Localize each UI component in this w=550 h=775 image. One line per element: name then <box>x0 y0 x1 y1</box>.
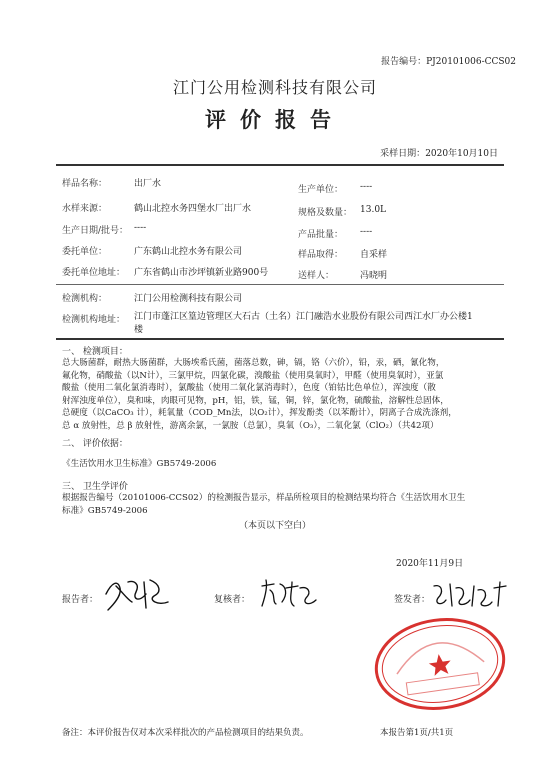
sample-name-value: 出厂水 <box>134 179 162 189</box>
reviewer-signature <box>258 576 320 612</box>
client-value: 广东鹤山北控水务有限公司 <box>134 247 243 257</box>
batch-value: ---- <box>134 223 147 233</box>
reviewer-label: 复核者： <box>214 595 251 605</box>
top-divider <box>56 164 504 166</box>
blank-note: （本页以下空白） <box>238 521 311 531</box>
company-name: 江门公用检测科技有限公司 <box>172 78 377 97</box>
page-title: 评价报告 <box>205 108 345 132</box>
sampling-method-label: 样品取得： <box>298 250 344 260</box>
producer-value: ---- <box>360 182 373 192</box>
source-value: 鹤山北控水务四堡水厂出厂水 <box>134 204 252 214</box>
lab-value: 江门公用检测科技有限公司 <box>134 294 243 304</box>
lab-address-label: 检测机构地址： <box>62 315 126 325</box>
approver-signature <box>430 578 510 612</box>
spec-value: 13.0L <box>360 205 387 215</box>
middle-divider <box>56 338 504 340</box>
section-3-heading: 三、 卫生学评价 <box>62 482 128 492</box>
section-2-body: 《生活饮用水卫生标准》GB5749-2006 <box>62 459 217 469</box>
producer-label: 生产单位： <box>298 185 344 195</box>
lab-address-line-2: 楼 <box>134 325 144 335</box>
reporter-signature <box>102 566 172 616</box>
section-1-heading: 一、 检测项目： <box>62 347 128 357</box>
product-batch-label: 产品批量： <box>298 230 344 240</box>
section-1-body: 总大肠菌群，耐热大肠菌群，大肠埃希氏菌，菌落总数，砷，镉，铬（六价），铅，汞，硒，氰化物， 氟化物，硝酸盐（以N计），三氯甲烷，四氯化碳，溴酸盐（使用臭氧时），甲醛（使用臭氧时），亚氯 酸盐（使用二氧化氯消毒时），氯酸盐（使用二氧化氯消毒时），色度（铂钴比色单位），浑浊度（散 射浑浊度单位），臭和味，肉眼可见物，pH，铝，铁，锰，铜，锌，氯化物，硫酸盐，溶解性总固体， 总硬度（以CaCO₃ 计），耗氧量（COD_Mn法，以O₂计），挥发酚类（以苯酚计），阴离子合成洗涤剂， 总 α 放射性，总 β 放射性，游离余氯，一氯胺（总氯），臭氧（O₃），二氧化氯（ClO₂）（共42项） <box>62 358 457 431</box>
section-2-heading: 二、 评价依据： <box>62 439 128 449</box>
sampling-method-value: 自采样 <box>360 250 388 260</box>
lab-address-line-1: 江门市蓬江区篁边管理区大石古（土名）江门融浩水业股份有限公司西江水厂办公楼1 <box>134 312 473 322</box>
client-address-label: 委托单位地址： <box>62 268 126 278</box>
sample-date: 采样日期：2020年10月10日 <box>380 149 498 159</box>
spec-label: 规格及数量： <box>298 208 353 218</box>
lab-label: 检测机构： <box>62 294 108 304</box>
official-stamp <box>370 612 510 716</box>
footer-note: 备注：本评价报告仅对本次采样批次的产品检测项目的结果负责。 <box>62 728 309 738</box>
sign-date: 2020年11月9日 <box>396 559 464 569</box>
report-number: 报告编号：PJ20101006-CCS02 <box>381 57 516 67</box>
client-address-value: 广东省鹤山市沙坪镇新业路900号 <box>134 268 269 278</box>
approver-label: 签发者： <box>394 595 431 605</box>
sender-value: 冯晓明 <box>360 271 388 281</box>
source-label: 水样来源： <box>62 204 108 214</box>
section-3-body: 根据报告编号（20101006-CCS02）的检测报告显示，样品所检项目的检测结果均符合《生活饮用水卫生 标准》GB5749-2006 <box>62 493 466 516</box>
reporter-label: 报告者： <box>62 595 99 605</box>
info-divider <box>56 284 504 285</box>
product-batch-value: ---- <box>360 227 373 237</box>
page-indicator: 本报告第1页/共1页 <box>380 728 454 738</box>
batch-label: 生产日期/批号： <box>62 226 129 236</box>
sender-label: 送样人： <box>298 271 335 281</box>
sample-name-label: 样品名称： <box>62 179 108 189</box>
client-label: 委托单位： <box>62 247 108 257</box>
